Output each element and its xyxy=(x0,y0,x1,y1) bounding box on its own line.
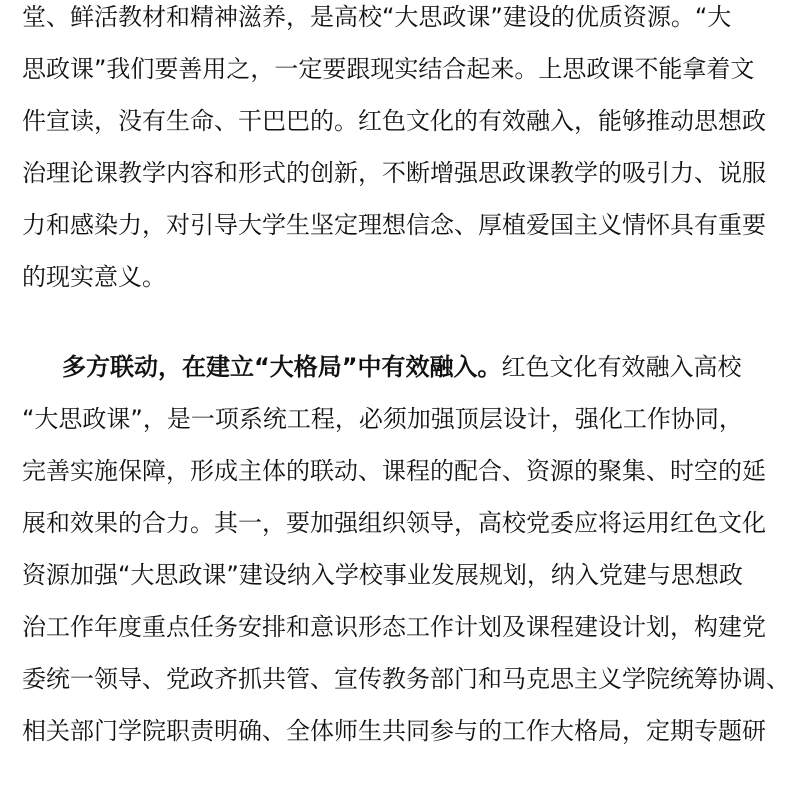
text-line xyxy=(62,343,800,391)
text-line: 件宣读，没有生命、干巴巴的。红色文化的有效融入，能够推动思想政 xyxy=(22,107,766,135)
paragraph-heading: 多方联动，在建立“大格局”中有效融入。 xyxy=(62,353,502,381)
text-line: 治工作年度重点任务安排和意识形态工作计划及课程建设计划，构建党 xyxy=(22,613,766,641)
text-line: 堂、鲜活教材和精神滋养，是高校“大思政课”建设的优质资源。“大 xyxy=(22,3,732,31)
text-line: 委统一领导、党政齐抓共管、宣传教务部门和马克思主义学院统筹协调、 xyxy=(22,665,790,693)
text-line: 相关部门学院职责明确、全体师生共同参与的工作大格局，定期专题研 xyxy=(22,717,766,745)
text-line: “大思政课”，是一项系统工程，必须加强顶层设计，强化工作协同， xyxy=(22,405,743,433)
text-line: 资源加强“大思政课”建设纳入学校事业发展规划，纳入党建与思想政 xyxy=(22,561,743,589)
text-line: 力和感染力，对引导大学生坚定理想信念、厚植爱国主义情怀具有重要 xyxy=(22,211,766,239)
text-line: 的现实意义。 xyxy=(22,263,166,291)
text-line: 思政课”我们要善用之，一定要跟现实结合起来。上思政课不能拿着文 xyxy=(22,55,755,83)
text-line: 完善实施保障，形成主体的联动、课程的配合、资源的聚集、时空的延 xyxy=(22,457,766,485)
text-line: 治理论课教学内容和形式的创新，不断增强思政课教学的吸引力、说服 xyxy=(22,159,766,187)
text-segment: 红色文化有效融入高校 xyxy=(501,353,742,381)
text-line: 展和效果的合力。其一，要加强组织领导，高校党委应将运用红色文化 xyxy=(22,509,766,537)
